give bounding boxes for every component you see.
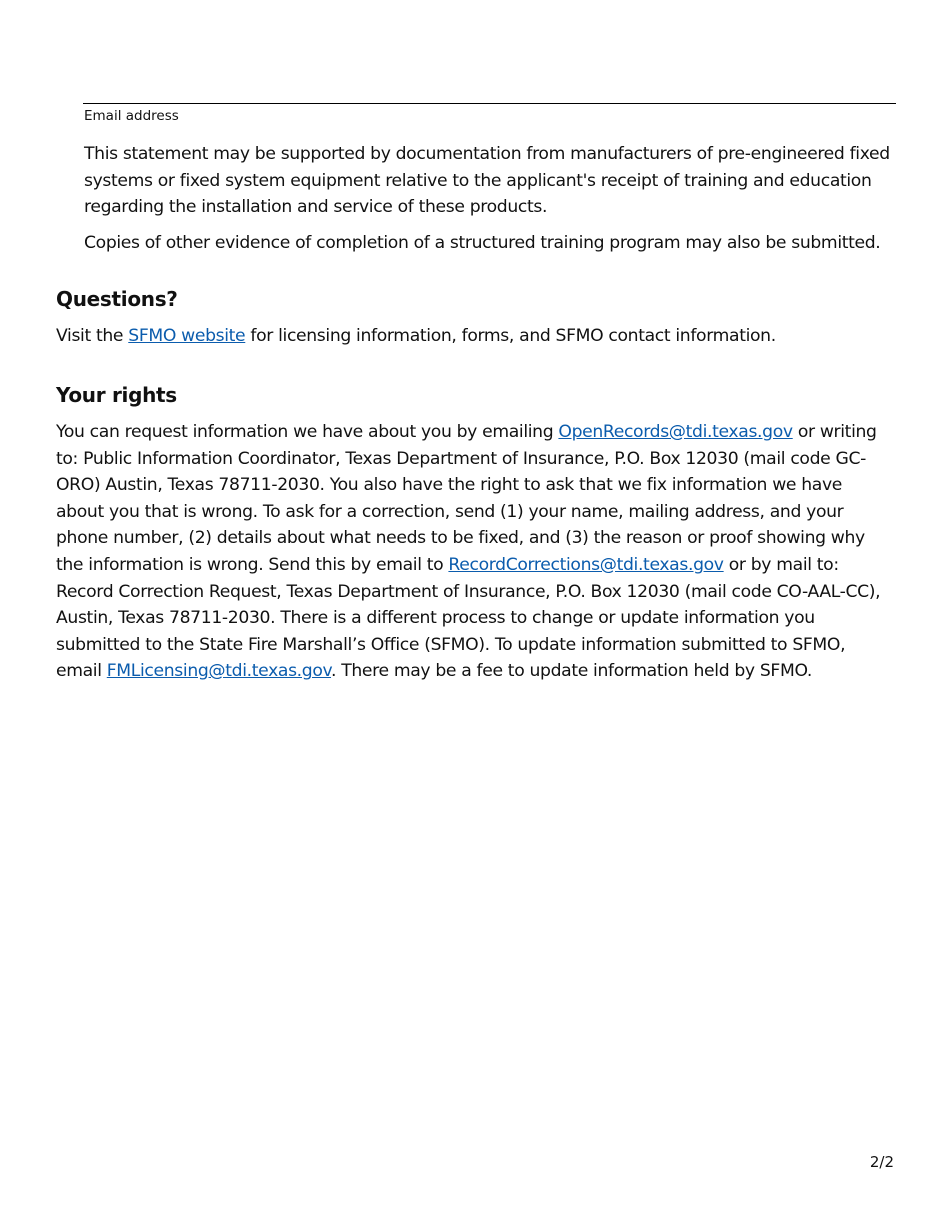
rights-text-part4: . There may be a fee to update information held by SFMO. bbox=[331, 661, 813, 682]
questions-section bbox=[56, 286, 892, 350]
open-records-email-link[interactable]: OpenRecords@tdi.texas.gov bbox=[558, 422, 793, 442]
questions-text-before: Visit the bbox=[56, 326, 129, 346]
documentation-paragraph: This statement may be supported by documentation from manufacturers of pre-engineered fixed systems or fixed system equipment relative to the applicant's receipt of training and education regarding the installation and service of these products. bbox=[84, 144, 890, 218]
email-field-underline bbox=[83, 103, 896, 104]
record-corrections-email-link[interactable]: RecordCorrections@tdi.texas.gov bbox=[448, 554, 724, 575]
your-rights-heading: Your rights bbox=[56, 383, 177, 407]
your-rights-paragraph bbox=[56, 419, 892, 685]
questions-heading: Questions? bbox=[56, 287, 178, 311]
sfmo-website-link[interactable]: SFMO website bbox=[128, 326, 246, 346]
rights-text-part2: or writing to: Public Information Coordinator, Texas Department of Insurance, P.O. Box 12030 (mail code GC-ORO) Austin, Texas 78711-2030. You also have the right to ask that we fix information we have about you that is wrong. To ask for a correction, send (1) your name, mailing address, and your phone number, (2) details about what needs to be fixed, and (3) the reason or proof showing why the information is wrong. Send this by email to bbox=[56, 422, 877, 575]
page-number: 2/2 bbox=[869, 1153, 894, 1171]
fm-licensing-email-link[interactable]: FMLicensing@tdi.texas.gov bbox=[106, 661, 332, 682]
other-evidence-paragraph: Copies of other evidence of completion of a structured training program may also be submitted. bbox=[84, 232, 881, 253]
training-evidence-block bbox=[84, 141, 890, 265]
questions-text-after: for licensing information, forms, and SFMO contact information. bbox=[245, 326, 776, 346]
your-rights-section bbox=[56, 382, 892, 685]
rights-text-part1: You can request information we have about you by emailing bbox=[56, 422, 559, 442]
rights-text-part3: or by mail to: Record Correction Request, Texas Department of Insurance, P.O. Box 12030 (mail code CO-AAL-CC), Austin, Texas 78711-2030. There is a different process to change or update information you submitted to the State Fire Marshall’s Office (SFMO). To update information submitted to SFMO, email bbox=[56, 554, 881, 682]
questions-paragraph bbox=[56, 323, 892, 350]
email-field-label: Email address bbox=[84, 108, 179, 124]
